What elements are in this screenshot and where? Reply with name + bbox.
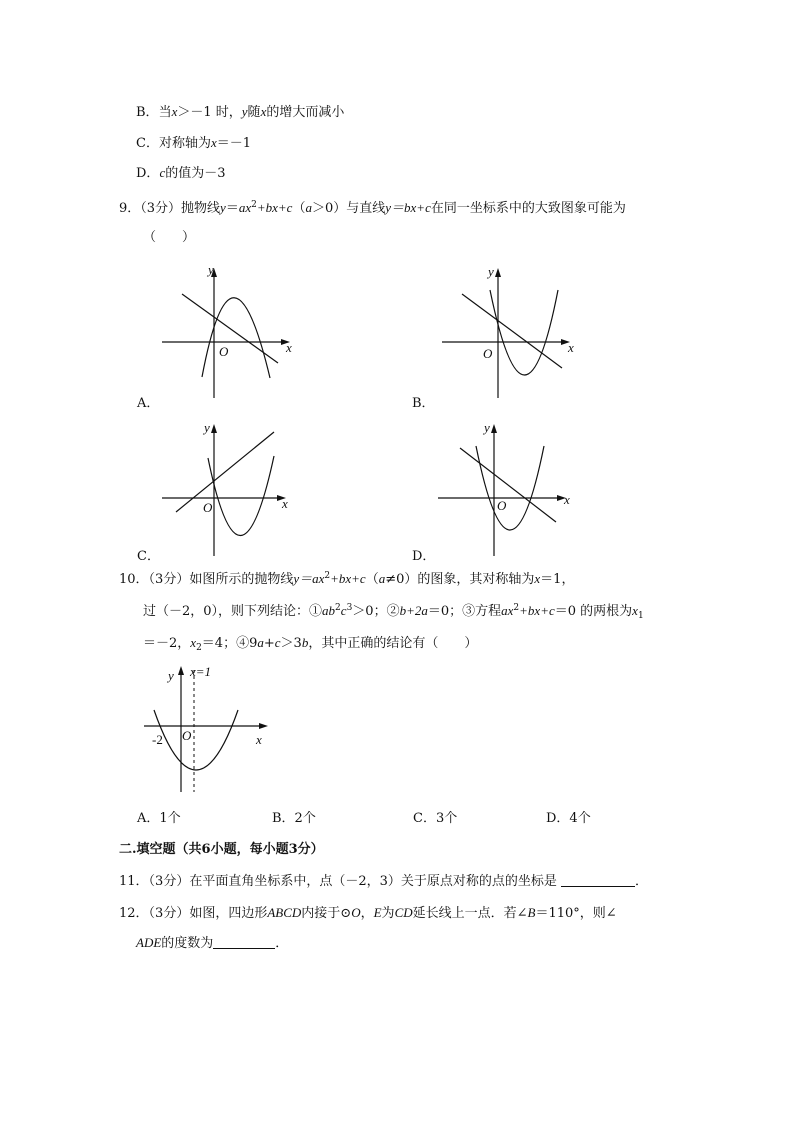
straight-line [462,294,562,368]
origin-label: O [497,498,507,513]
q12-line1: 12．（3分）如图，四边形ABCD内接于⊙O，E为CD延长线上一点．若∠B＝110°，则∠ [119,905,617,921]
parabola [202,298,270,378]
y-axis-arrow [178,666,184,675]
parabola [476,446,544,530]
q10-figure [140,660,280,800]
parabola [208,456,274,536]
q9-answer-paren: （ ） [143,230,196,245]
y-axis-label: y [168,668,174,683]
q9-figure-d [430,418,590,558]
q8-option-c: C．对称轴为x＝－1 [136,135,252,151]
y-axis-label: y [204,420,210,435]
section-heading: 二.填空题（共6小题，每小题3分） [119,842,324,857]
straight-line [182,294,278,363]
x-axis-label: x [564,492,570,507]
origin-label: O [219,344,229,359]
q11-answer-blank[interactable] [561,873,635,887]
origin-label: O [483,346,493,361]
q9-option-a-label: A． [137,396,160,411]
x-axis-label: x [568,340,574,355]
q10-choice-b: B．2个 [272,811,316,826]
y-axis-arrow [495,268,501,277]
y-axis-label: y [484,420,490,435]
q12-answer-blank[interactable] [213,935,275,949]
q11: 11．（3分）在平面直角坐标系中，点（－2，3）关于原点对称的点的坐标是 ． [119,874,649,889]
q10-choice-c: C．3个 [413,811,458,826]
q9-option-c-label: C． [137,549,160,564]
straight-line [176,432,274,512]
q9-stem: 9．（3分）抛物线$y=ax^2+bx+c(a>0)$与直线y＝bx+c在同一坐标系中的大致图象可能为 [119,200,626,216]
y-axis-label: y [208,262,214,277]
y-axis-label: y [488,264,494,279]
q12-line2: ADE的度数为 ． [136,935,289,951]
q10-stem-line3: ＝－2，$x_2=4$；④9a+c＞3b，其中正确的结论有（ ） [143,635,478,653]
y-axis-arrow [491,424,497,433]
q9-figure-b [430,260,590,400]
parabola [154,710,238,770]
origin-label: O [182,728,192,743]
q9-figure-a [150,260,310,400]
origin-label: O [203,500,213,515]
x-axis-arrow [259,723,268,729]
q10-choice-a: A．1个 [137,811,181,826]
q8-option-d: D．c的值为－3 [136,165,226,181]
q10-stem-line1: 10．（3分）如图所示的抛物线$y=ax^2+bx+c(a\ne 0)$的图象，其对称轴为x＝1， [119,571,575,587]
neg-two-label: -2 [152,732,163,747]
x-axis-label: x [282,496,288,511]
y-axis-arrow [211,424,217,433]
q9-option-d-label: D． [412,549,436,564]
q10-choice-d: D．4个 [546,811,591,826]
x-axis-label: x [256,732,262,747]
x-axis-label: x [286,340,292,355]
parabola [490,290,558,375]
symmetry-axis-label: x=1 [190,664,212,679]
q10-stem-line2: 过（－2，0），则下列结论：$①ab^2c^3>0$；②b+2a＝0；③方程$ax^2+bx+c=0$ 的两根为$x_1$ [143,603,644,621]
q8-option-b: B．当x＞－1 时，y随x的增大而减小 [136,104,345,120]
q9-figure-c [150,418,310,558]
q9-option-b-label: B． [412,396,435,411]
